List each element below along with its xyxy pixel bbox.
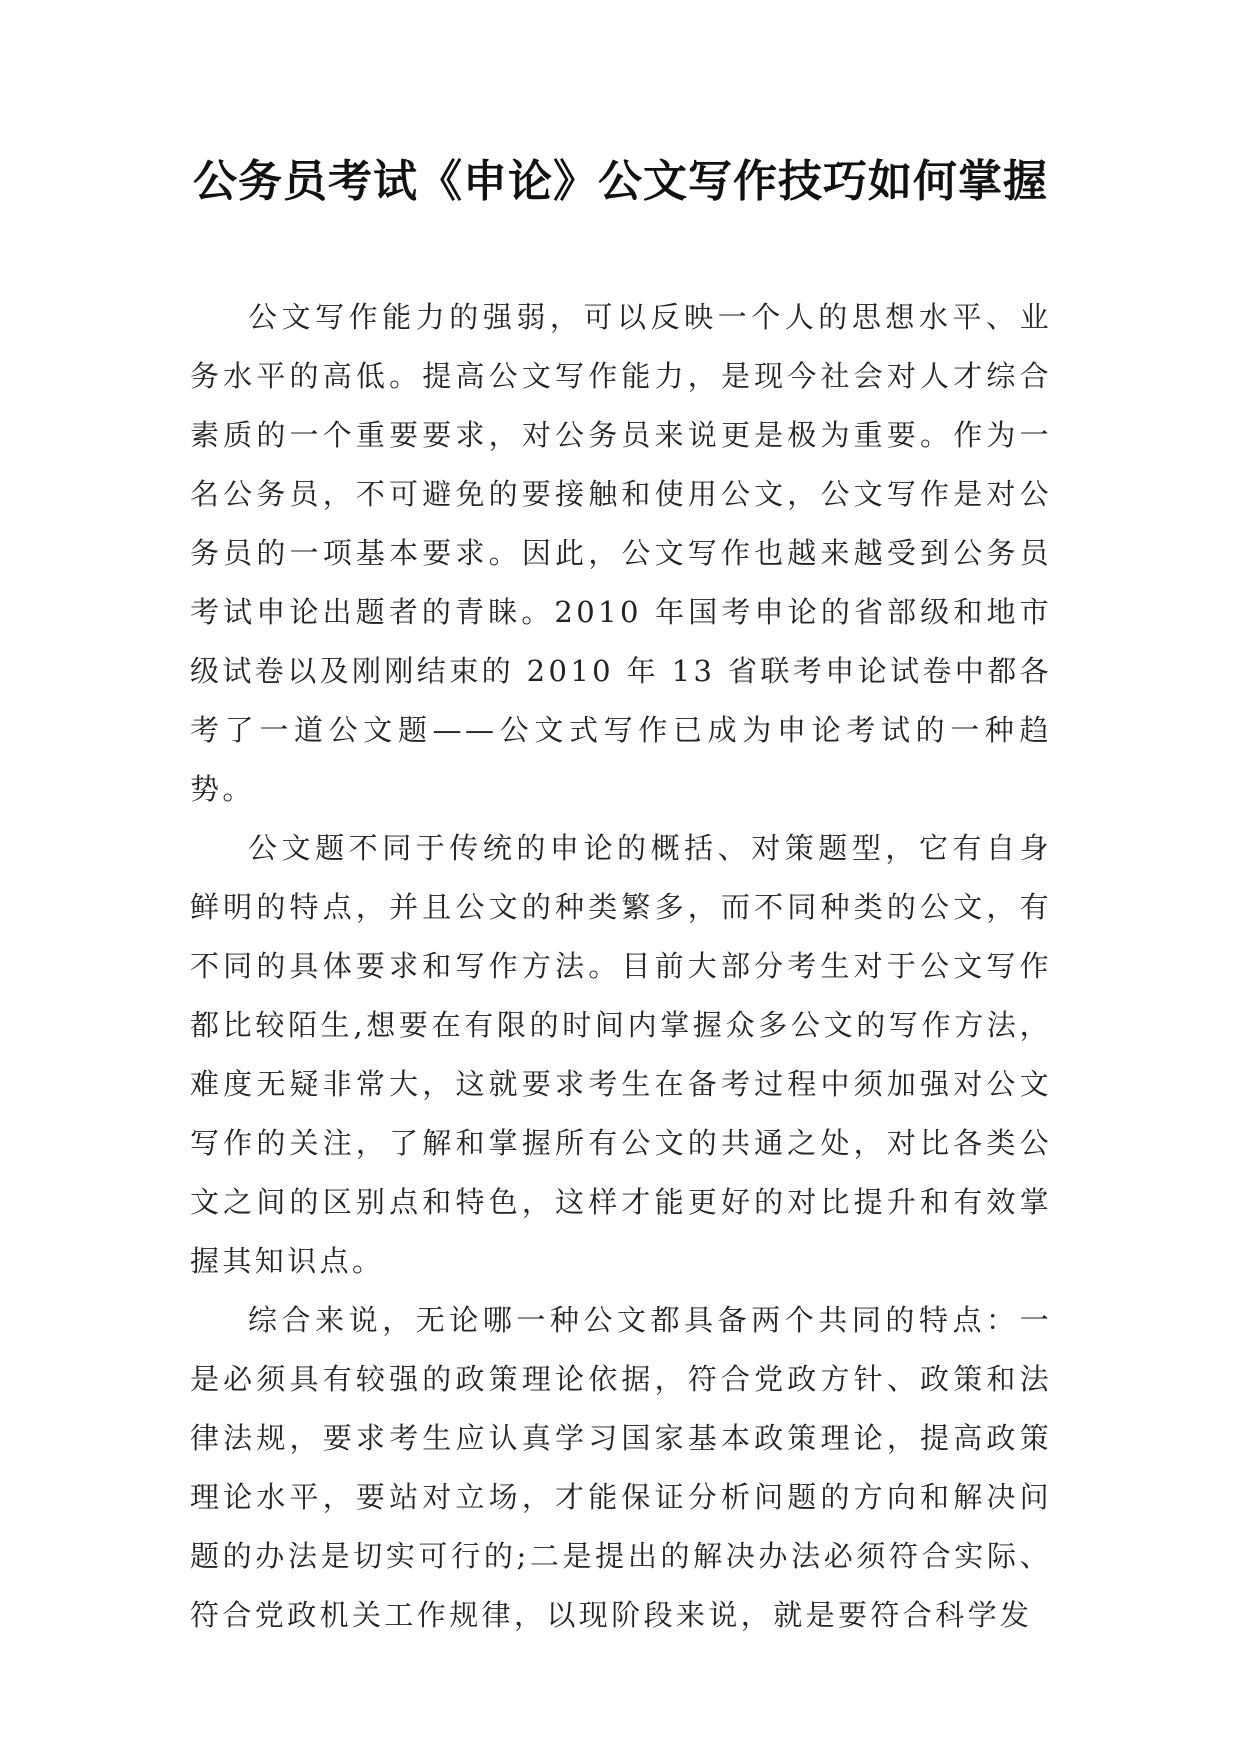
paragraph-1: 公文写作能力的强弱，可以反映一个人的思想水平、业务水平的高低。提高公文写作能力，是现今社会对人才综合素质的一个重要要求，对公务员来说更是极为重要。作为一名公务员，不可避免的要接触和使用公文，公文写作是对公务员的一项基本要求。因此，公文写作也越来越受到公务员考试申论出题者的青睐。2010 年国考申论的省部级和地市级试卷以及刚刚结束的 2010 年 13 省联考申论试卷中都各考了一道公文题——公文式写作已成为申论考试的一种趋势。 xyxy=(190,300,1052,806)
document-body xyxy=(190,288,1052,1645)
paragraph-2: 公文题不同于传统的申论的概括、对策题型，它有自身鲜明的特点，并且公文的种类繁多，而不同种类的公文，有不同的具体要求和写作方法。目前大部分考生对于公文写作都比较陌生,想要在有限的时间内掌握众多公文的写作方法，难度无疑非常大，这就要求考生在备考过程中须加强对公文写作的关注，了解和掌握所有公文的共通之处，对比各类公文之间的区别点和特色，这样才能更好的对比提升和有效掌握其知识点。 xyxy=(190,831,1052,1278)
paragraph-3: 综合来说，无论哪一种公文都具备两个共同的特点：一是必须具有较强的政策理论依据，符合党政方针、政策和法律法规，要求考生应认真学习国家基本政策理论，提高政策理论水平，要站对立场，才能保证分析问题的方向和解决问题的办法是切实可行的;二是提出的解决办法必须符合实际、符合党政机关工作规律，以现阶段来说，就是要符合科学发 xyxy=(190,1303,1052,1632)
document-title: 公务员考试《申论》公文写作技巧如何掌握 xyxy=(193,156,1048,207)
